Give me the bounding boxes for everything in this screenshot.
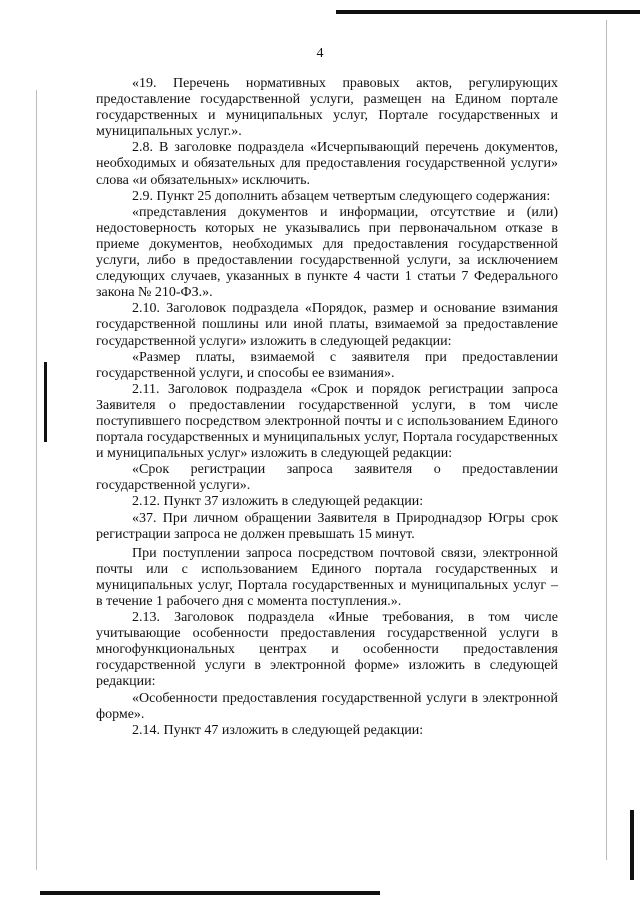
document-body — [96, 76, 558, 739]
scan-bottom-edge-line — [40, 891, 380, 895]
paragraph: 2.14. Пункт 47 изложить в следующей редакции: — [132, 722, 424, 738]
paragraph: «Срок регистрации запроса заявителя о предоставлении государственной услуги». — [96, 462, 558, 494]
paragraph: «19. Перечень нормативных правовых актов, регулирующих предоставление государственной услуги, размещен на Едином портале государственных и муниципальных услуг, Портале государственных и муниципальных услуг.». — [96, 76, 558, 140]
paragraph: «37. При личном обращении Заявителя в Природнадзор Югры срок регистрации запроса не должен превышать 15 минут. — [96, 510, 558, 542]
paragraph: 2.13. Заголовок подраздела «Иные требования, в том числе учитывающие особенности предоставления государственной услуги в многофункциональных центрах и особенности предоставления государственной услуги в электронной форме» изложить в следующей редакции: — [96, 610, 558, 690]
paragraph: 2.9. Пункт 25 дополнить абзацем четвертым следующего содержания: — [132, 188, 551, 204]
scan-left-faint-line — [36, 90, 37, 870]
page-number: 4 — [316, 46, 324, 61]
paragraph: «Особенности предоставления государственной услуги в электронной форме». — [96, 690, 558, 722]
paragraph: 2.8. В заголовке подраздела «Исчерпывающий перечень документов, необходимых и обязательных для предоставления государственной услуги» слова «и обязательных» исключить. — [96, 140, 558, 188]
scan-right-edge-mark — [630, 810, 634, 880]
paragraph: «представления документов и информации, отсутствие и (или) недостоверность которых не указывались при первоначальном отказе в приеме документов, необходимых для предоставления государственной услуги, либо в предоставлении государственной услуги, за исключением следующих случаев, указанных в пункте 4 части 1 статьи 7 Федерального закона № 210-ФЗ.». — [96, 204, 558, 301]
paragraph: 2.11. Заголовок подраздела «Срок и порядок регистрации запроса Заявителя о предоставлении государственной услуги, в том числе поступившего посредством электронной почты и с использованием Единого портала государственных и муниципальных услуг, Портала государственных и муниципальных услуг» изложить в следующей редакции: — [96, 381, 558, 462]
paragraph: «Размер платы, взимаемой с заявителя при предоставлении государственной услуги, и способы ее взимания». — [96, 349, 558, 381]
paragraph: 2.12. Пункт 37 изложить в следующей редакции: — [132, 494, 424, 510]
scan-right-faint-line — [606, 20, 607, 860]
paragraph: 2.10. Заголовок подраздела «Порядок, размер и основание взимания государственной пошлины или иной платы, взимаемой за предоставление государственной услуги» изложить в следующей редакции: — [96, 301, 558, 349]
paragraph: При поступлении запроса посредством почтовой связи, электронной почты или с использованием Единого портала государственных и муниципальных услуг, Портала государственных и муниципальных услуг – в течение 1 рабочего дня с момента поступления.». — [96, 545, 558, 609]
scan-top-edge-line — [336, 10, 640, 14]
scan-left-edge-mark — [44, 362, 47, 442]
